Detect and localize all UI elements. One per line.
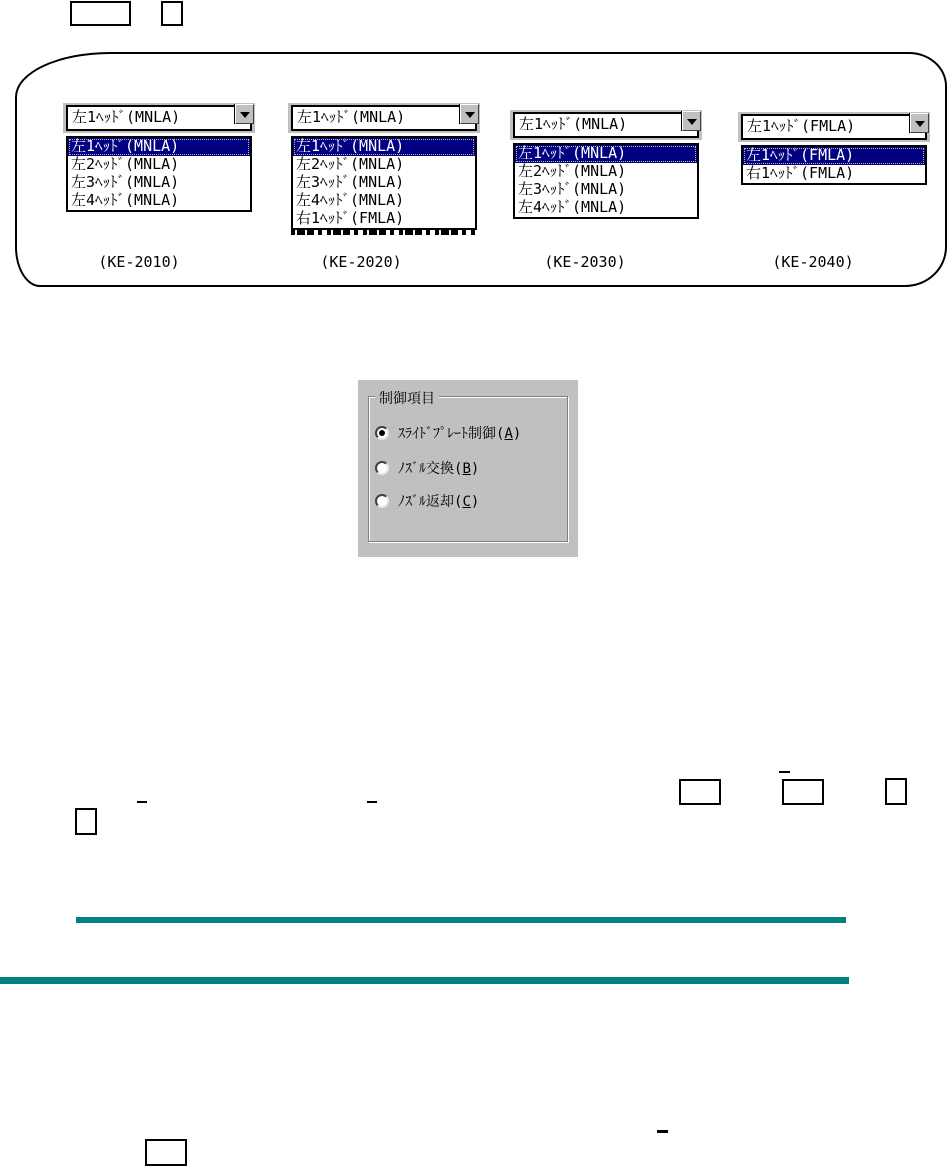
underline-mark	[657, 1130, 668, 1133]
head-combobox-ke2040[interactable]	[738, 112, 930, 142]
list-option[interactable]: 左4ﾍｯﾄﾞ(MNLA)	[71, 192, 180, 209]
radio-button-icon[interactable]	[375, 461, 389, 475]
model-caption-ke2040: (KE-2040)	[772, 253, 854, 271]
list-option[interactable]: 左3ﾍｯﾄﾞ(MNLA)	[71, 174, 180, 191]
teal-rule-top	[76, 917, 846, 923]
model-caption-ke2030: (KE-2030)	[544, 253, 626, 271]
chevron-down-icon	[465, 112, 475, 118]
combobox-value[interactable]: 左1ﾍｯﾄﾞ(MNLA)	[66, 105, 252, 131]
radio-label: ﾉｽﾞﾙ返却(C)	[398, 494, 480, 510]
placeholder-box-top-small	[161, 1, 183, 26]
underline-mark	[137, 801, 147, 803]
combobox-value[interactable]: 左1ﾍｯﾄﾞ(MNLA)	[291, 105, 477, 131]
radio-button-icon-selected[interactable]	[375, 426, 389, 440]
control-group-panel	[358, 380, 578, 557]
head-combobox-ke2030[interactable]	[510, 110, 702, 140]
placeholder-box-top-wide	[70, 1, 131, 26]
placeholder-box	[679, 779, 721, 805]
placeholder-box	[75, 808, 97, 835]
head-combobox-ke2010[interactable]	[63, 103, 255, 133]
list-option[interactable]: 左2ﾍｯﾄﾞ(MNLA)	[518, 163, 627, 180]
dropdown-button[interactable]	[235, 104, 254, 124]
radio-nozzle-return[interactable]	[375, 493, 479, 509]
radio-label: ｽﾗｲﾄﾞﾌﾟﾚｰﾄ制御(A)	[398, 426, 522, 442]
group-box-title: 制御項目	[375, 388, 439, 408]
combobox-value[interactable]: 左1ﾍｯﾄﾞ(FMLA)	[741, 114, 927, 140]
combo-dropdown-list	[66, 136, 252, 212]
chevron-down-icon	[687, 119, 697, 125]
list-option-selected[interactable]: 左1ﾍｯﾄﾞ(MNLA)	[515, 145, 697, 163]
list-option[interactable]: 左2ﾍｯﾄﾞ(MNLA)	[296, 156, 405, 173]
list-option[interactable]: 左3ﾍｯﾄﾞ(MNLA)	[296, 174, 405, 191]
underline-mark	[779, 771, 790, 773]
head-select-widget-ke2010	[63, 103, 255, 212]
model-caption-ke2020: (KE-2020)	[320, 253, 402, 271]
placeholder-box-bottom	[145, 1139, 187, 1166]
radio-label: ﾉｽﾞﾙ交換(B)	[398, 461, 480, 477]
list-option-selected[interactable]: 左1ﾍｯﾄﾞ(FMLA)	[743, 147, 925, 165]
radio-slide-plate-control[interactable]	[375, 425, 521, 441]
combo-dropdown-list	[291, 136, 477, 230]
placeholder-box	[885, 778, 907, 805]
radio-button-icon[interactable]	[375, 494, 389, 508]
list-option[interactable]: 右1ﾍｯﾄﾞ(FMLA)	[746, 165, 855, 182]
list-option[interactable]: 右1ﾍｯﾄﾞ(FMLA)	[296, 210, 405, 227]
list-option[interactable]: 左4ﾍｯﾄﾞ(MNLA)	[518, 199, 627, 216]
list-option[interactable]: 左3ﾍｯﾄﾞ(MNLA)	[518, 181, 627, 198]
list-option-selected[interactable]: 左1ﾍｯﾄﾞ(MNLA)	[68, 138, 250, 156]
head-select-widget-ke2030	[510, 110, 702, 219]
dropdown-button[interactable]	[460, 104, 479, 124]
list-option-selected[interactable]: 左1ﾍｯﾄﾞ(MNLA)	[293, 138, 475, 156]
placeholder-box	[782, 779, 824, 805]
dropdown-button[interactable]	[682, 111, 701, 131]
model-caption-ke2010: (KE-2010)	[98, 253, 180, 271]
clipped-row-artifact	[291, 230, 477, 235]
dropdown-button[interactable]	[910, 113, 929, 133]
chevron-down-icon	[240, 112, 250, 118]
head-select-widget-ke2020	[288, 103, 480, 235]
combo-dropdown-list	[513, 143, 699, 219]
figure-rounded-frame	[15, 52, 947, 287]
radio-nozzle-exchange[interactable]	[375, 460, 479, 476]
head-combobox-ke2020[interactable]	[288, 103, 480, 133]
head-select-widget-ke2040	[738, 112, 930, 185]
teal-rule-bottom	[0, 977, 849, 984]
combo-dropdown-list	[741, 145, 927, 185]
list-option[interactable]: 左4ﾍｯﾄﾞ(MNLA)	[296, 192, 405, 209]
list-option[interactable]: 左2ﾍｯﾄﾞ(MNLA)	[71, 156, 180, 173]
combobox-value[interactable]: 左1ﾍｯﾄﾞ(MNLA)	[513, 112, 699, 138]
chevron-down-icon	[915, 121, 925, 127]
underline-mark	[367, 801, 377, 803]
